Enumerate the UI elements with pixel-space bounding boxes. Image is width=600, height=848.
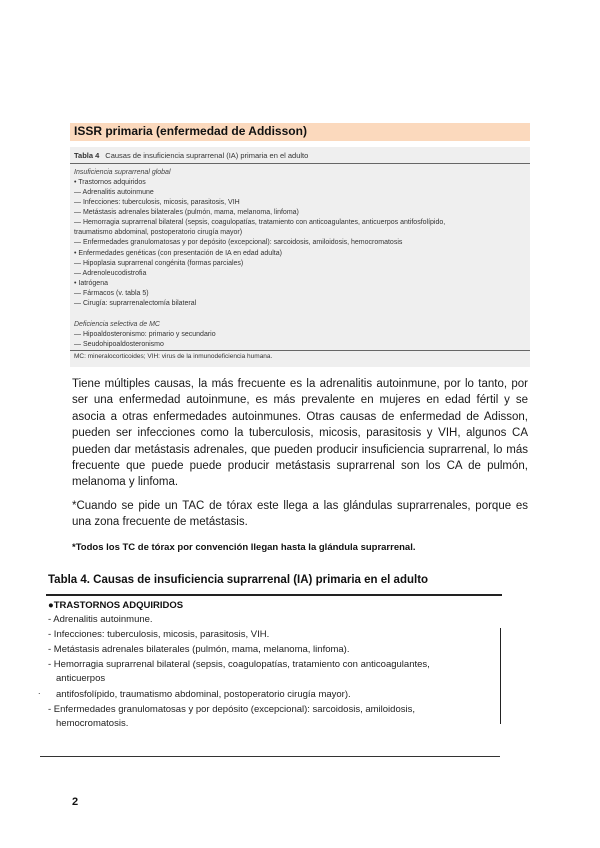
table-image-footnote: MC: mineralocorticoides; VIH: virus de la inmunodeficiencia humana. bbox=[74, 353, 273, 360]
table-image-line: — Hipoaldosteronismo: primario y secundario bbox=[74, 331, 216, 338]
table4-item-continuation: anticuerpos bbox=[56, 673, 106, 684]
table-image-line: traumatismo abdominal, postoperatorio cirugía mayor) bbox=[74, 229, 243, 236]
section-heading: ISSR primaria (enfermedad de Addisson) bbox=[74, 124, 307, 138]
table4-item-continuation: hemocromatosis. bbox=[56, 718, 129, 729]
table4-title: Tabla 4. Causas de insuficiencia suprarrenal (IA) primaria en el adulto bbox=[48, 574, 429, 586]
table-image-line: Insuficiencia suprarrenal global bbox=[74, 169, 171, 176]
table-image-line: — Hemorragia suprarrenal bilateral (sepsis, coagulopatías, tratamiento con anticoagulantes, anticuerpos antifosfolípido, bbox=[74, 219, 446, 226]
table-image-line: — Adrenalitis autoinmune bbox=[74, 189, 154, 196]
body-paragraph-1: Tiene múltiples causas, la más frecuente es la adrenalitis autoinmune, por lo tanto, por ser una enfermedad autoinmune, es más prevalente en mujeres en edad fértil y se asocia a otras enfermedades autoinmunes. Otras causas de enfermedad de Adisson, pueden ser infecciones como la tuberculosis, micosis, parasitosis y VIH, algunos CA pueden dar metástasis adrenales, que pueden producir insuficiencia suprarrenal, lo más frecuente que puede puede producir metástasis suprarrenal son los CA de pulmón, melanoma y linfoma. bbox=[72, 378, 528, 489]
table4-item: - Metástasis adrenales bilaterales (pulmón, mama, melanoma, linfoma). bbox=[48, 644, 350, 655]
table-image-line: — Metástasis adrenales bilaterales (pulmón, mama, melanoma, linfoma) bbox=[74, 209, 299, 216]
table-image bbox=[70, 147, 530, 367]
table4-item: - Infecciones: tuberculosis, micosis, parasitosis, VIH. bbox=[48, 629, 270, 640]
table-image-line: — Hipoplasia suprarrenal congénita (formas parciales) bbox=[74, 260, 244, 267]
table-image-line: • Enfermedades genéticas (con presentación de IA en edad adulta) bbox=[74, 250, 282, 257]
table-image-title-label: Tabla 4 bbox=[74, 151, 100, 160]
table-image-line: — Infecciones: tuberculosis, micosis, parasitosis, VIH bbox=[74, 199, 240, 206]
table4-right-border bbox=[500, 628, 501, 724]
table-image-line: — Seudohipoaldosteronismo bbox=[74, 341, 164, 348]
stray-dot: . bbox=[38, 686, 41, 696]
table-image-line: • Iatrógena bbox=[74, 280, 108, 287]
table-image-line: — Cirugía: suprarrenalectomía bilateral bbox=[74, 300, 197, 307]
table4-header: ●TRASTORNOS ADQUIRIDOS bbox=[48, 600, 184, 611]
table4-top-rule bbox=[46, 594, 502, 596]
table-image-title bbox=[74, 151, 308, 160]
page-number: 2 bbox=[72, 796, 79, 808]
table-image-top-rule bbox=[70, 163, 530, 164]
table-image-line: — Adrenoleucodistrofia bbox=[74, 270, 147, 277]
bold-note: *Todos los TC de tórax por convención llegan hasta la glándula suprarrenal. bbox=[72, 542, 416, 553]
table4-item: - Hemorragia suprarrenal bilateral (sepsis, coagulopatías, tratamiento con anticoagulantes, bbox=[48, 659, 430, 670]
table-image-line: — Enfermedades granulomatosas y por depósito (excepcional): sarcoidosis, amiloidosis, hemocromatosis bbox=[74, 239, 403, 246]
table4-bottom-rule bbox=[40, 756, 500, 757]
table-image-bottom-rule bbox=[70, 350, 530, 351]
table4-item-continuation: antifosfolípido, traumatismo abdominal, postoperatorio cirugía mayor). bbox=[56, 689, 351, 700]
table-image-title-text: Causas de insuficiencia suprarrenal (IA) primaria en el adulto bbox=[105, 151, 309, 160]
table-image-line: — Fármacos (v. tabla 5) bbox=[74, 290, 149, 297]
table-image-line: Deficiencia selectiva de MC bbox=[74, 321, 160, 328]
table4-item: - Enfermedades granulomatosas y por depósito (excepcional): sarcoidosis, amiloidosis, bbox=[48, 704, 415, 715]
table-image-line: • Trastornos adquiridos bbox=[74, 179, 146, 186]
body-paragraph-2: *Cuando se pide un TAC de tórax este llega a las glándulas suprarrenales, porque es una zona frecuente de metástasis. bbox=[72, 500, 528, 529]
table4-item: - Adrenalitis autoinmune. bbox=[48, 614, 153, 625]
